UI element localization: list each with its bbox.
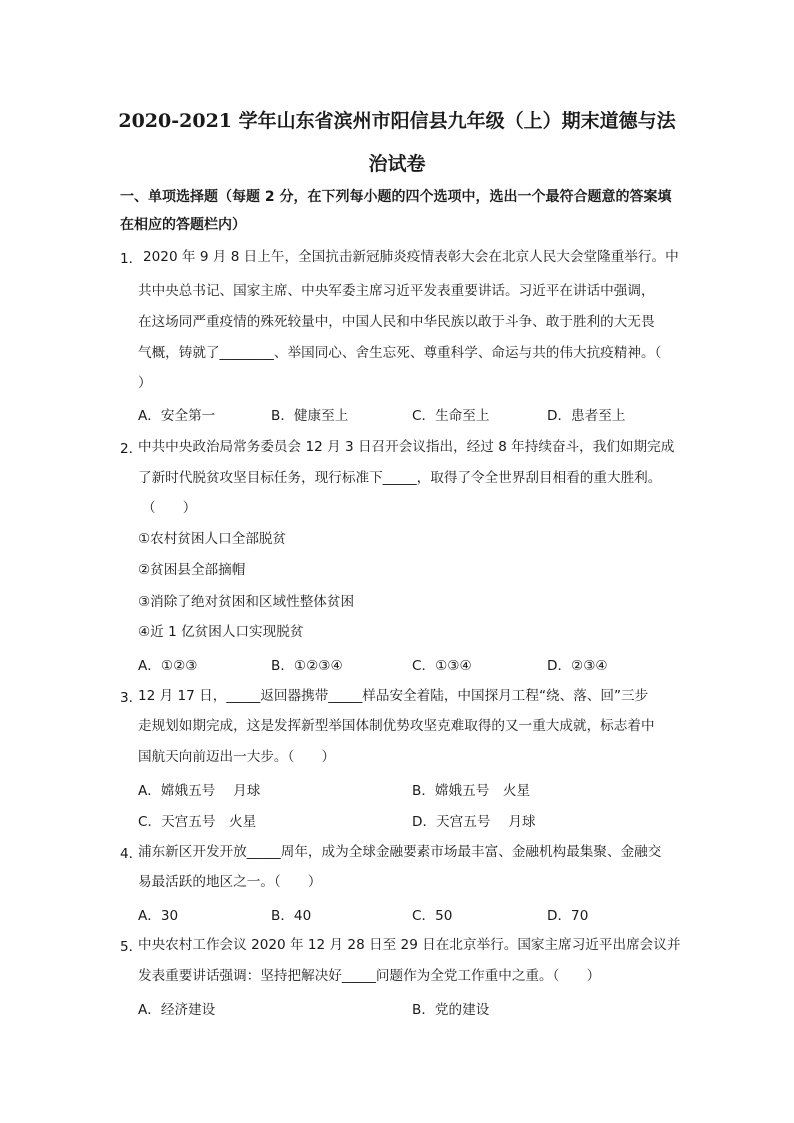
option-d[interactable]: D．患者至上 bbox=[547, 408, 626, 424]
question-number: 5． bbox=[120, 939, 143, 955]
exam-title-line-2: 治试卷 bbox=[368, 153, 426, 175]
option-a[interactable]: A．安全第一 bbox=[138, 408, 216, 424]
question-text-line: 中共中央政治局常务委员会 12 月 3 日召开会议指出，经过 8 年持续奋斗，我们如期完成 bbox=[138, 439, 675, 455]
option-b[interactable]: B．健康至上 bbox=[271, 408, 349, 424]
question-text-line: 共中央总书记、国家主席、中央军委主席习近平发表重要讲话。习近平在讲话中强调， bbox=[138, 283, 655, 299]
option-d[interactable]: D．②③④ bbox=[547, 658, 608, 674]
option-b[interactable]: B．嫦娥五号 火星 bbox=[412, 783, 531, 799]
option-c[interactable]: C．①③④ bbox=[412, 658, 472, 674]
option-b[interactable]: B．40 bbox=[271, 908, 312, 924]
question-text-line: 气概，铸就了________、举国同心、舍生忘死、尊重科学、命运与共的伟大抗疫精神。（ bbox=[138, 345, 662, 361]
question-text-line: 走规划如期完成，这是发挥新型举国体制优势攻坚克难取得的又一重大成就，标志着中 bbox=[138, 718, 655, 734]
option-d[interactable]: D．70 bbox=[547, 908, 589, 924]
option-a[interactable]: A．30 bbox=[138, 908, 179, 924]
question-text-line: 12 月 17 日，_____返回器携带_____样品安全着陆，中国探月工程“绕、落、回”三步 bbox=[138, 688, 649, 704]
question-text-line: 2020 年 9 月 8 日上午，全国抗击新冠肺炎疫情表彰大会在北京人民大会堂隆重举行。中 bbox=[143, 249, 679, 265]
option-d[interactable]: D．天宫五号 月球 bbox=[412, 814, 536, 830]
exam-title-line-1: 2020-2021 学年山东省滨州市阳信县九年级（上）期末道德与法 bbox=[118, 110, 676, 132]
option-b[interactable]: B．①②③④ bbox=[271, 658, 343, 674]
option-a[interactable]: A．①②③ bbox=[138, 658, 198, 674]
option-c[interactable]: C．生命至上 bbox=[412, 408, 490, 424]
option-c[interactable]: C．50 bbox=[412, 908, 453, 924]
option-a[interactable]: A．经济建设 bbox=[138, 1002, 216, 1018]
statement-2: ②贫困县全部摘帽 bbox=[138, 562, 246, 578]
question-text-line: 在这场同严重疫情的殊死较量中，中国人民和中华民族以敢于斗争、敢于胜利的大无畏 bbox=[138, 314, 655, 330]
question-number: 3． bbox=[120, 690, 143, 706]
option-a[interactable]: A．嫦娥五号 月球 bbox=[138, 783, 261, 799]
statement-3: ③消除了绝对贫困和区域性整体贫困 bbox=[138, 594, 355, 610]
option-b[interactable]: B．党的建设 bbox=[412, 1002, 490, 1018]
question-text-line: 浦东新区开发开放_____周年，成为全球金融要素市场最丰富、金融机构最集聚、金融交 bbox=[138, 844, 662, 860]
question-text-line: 易最活跃的地区之一。（ ） bbox=[138, 874, 322, 890]
question-text-line: ） bbox=[138, 375, 152, 391]
statement-4: ④近 1 亿贫困人口实现脱贫 bbox=[138, 624, 304, 640]
question-text-line: 了新时代脱贫攻坚目标任务，现行标准下_____，取得了令全世界刮目相看的重大胜利。 bbox=[138, 470, 662, 486]
question-number: 4． bbox=[120, 846, 143, 862]
question-text-line: 中央农村工作会议 2020 年 12 月 28 日至 29 日在北京举行。国家主席习近平出席会议并 bbox=[138, 937, 681, 953]
section-heading-line-2: 在相应的答题栏内） bbox=[120, 217, 246, 233]
statement-1: ①农村贫困人口全部脱贫 bbox=[138, 531, 287, 547]
question-number: 1． bbox=[120, 251, 143, 267]
option-c[interactable]: C．天宫五号 火星 bbox=[138, 814, 257, 830]
question-number: 2． bbox=[120, 441, 143, 457]
question-text-line: （ ） bbox=[142, 500, 197, 516]
question-text-line: 国航天向前迈出一大步。（ ） bbox=[138, 749, 336, 765]
question-text-line: 发表重要讲话强调：坚持把解决好_____问题作为全党工作重中之重。（ ） bbox=[138, 968, 601, 984]
section-heading-line-1: 一、单项选择题（每题 2 分，在下列每小题的四个选项中，选出一个最符合题意的答案填 bbox=[120, 189, 672, 205]
